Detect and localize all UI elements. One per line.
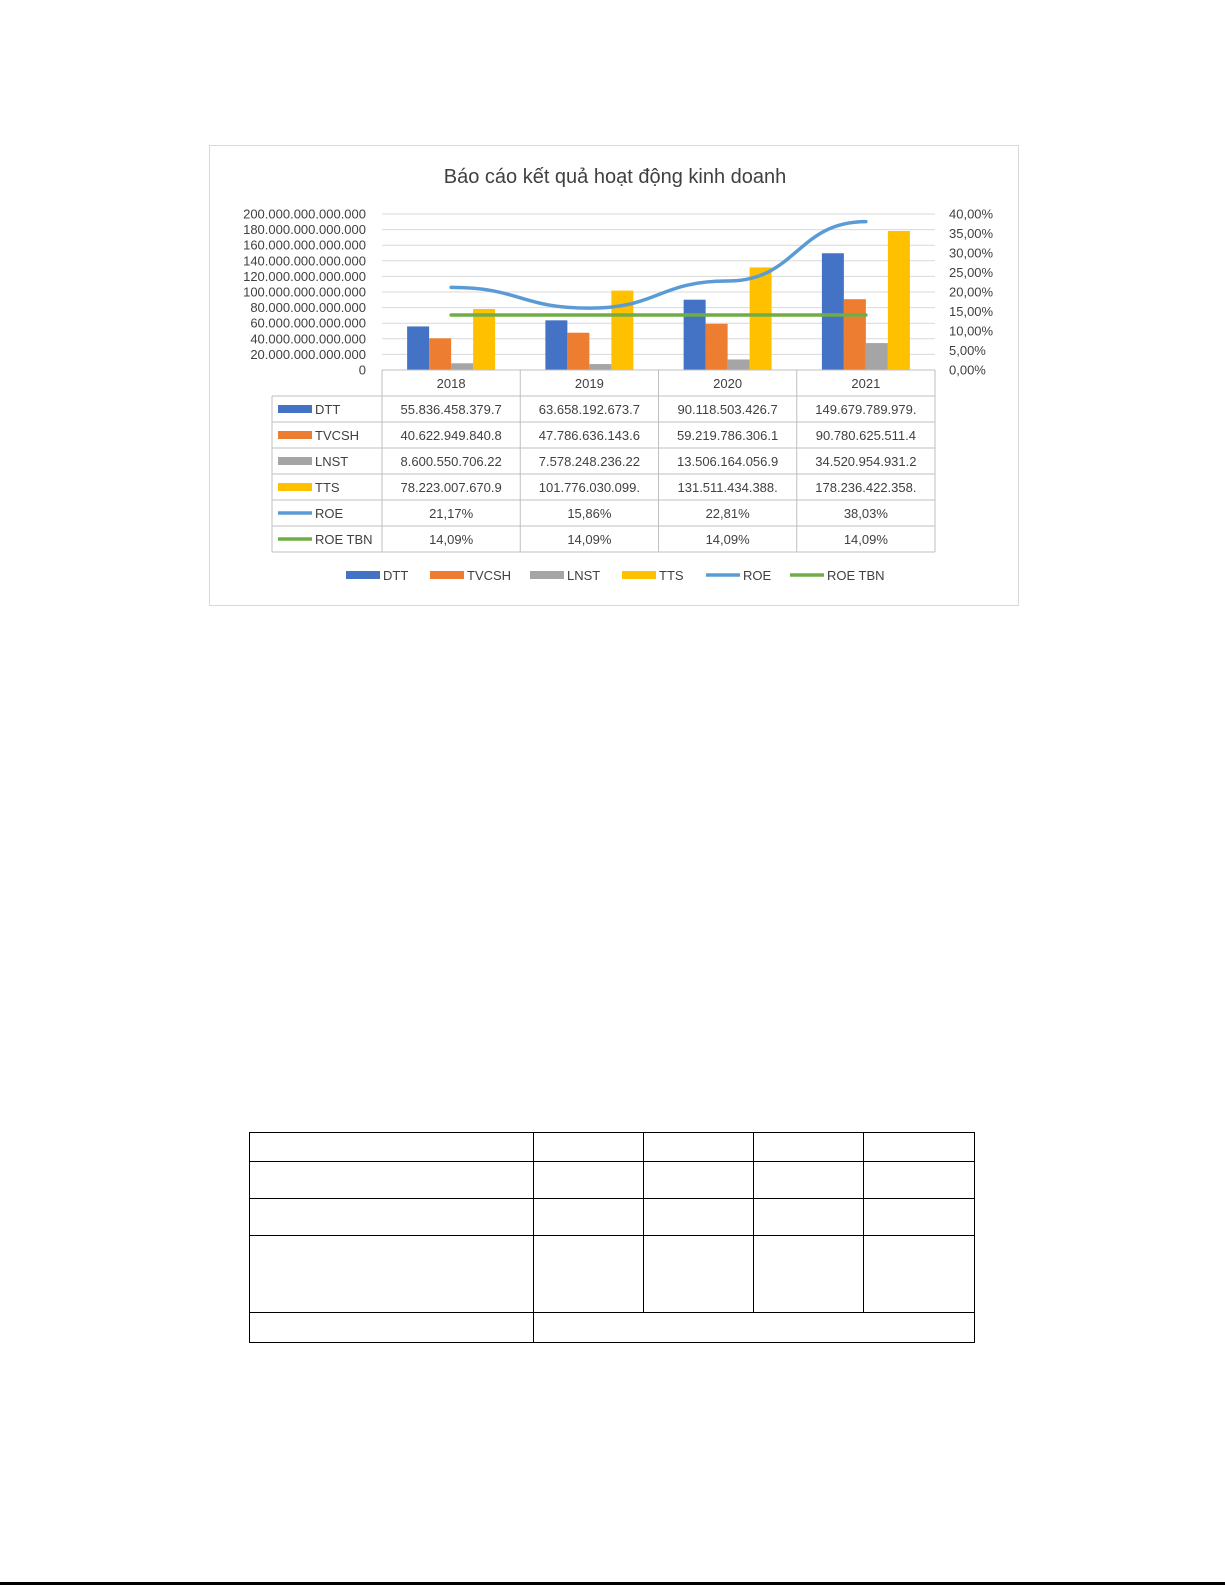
table-cell — [250, 1162, 534, 1199]
legend-label: LNST — [567, 568, 601, 583]
y-left-tick-label: 0 — [358, 362, 366, 378]
bar-tts — [750, 267, 772, 370]
table-cell — [754, 1236, 864, 1313]
y-right-tick-label: 30,00% — [949, 245, 994, 261]
data-label: 40.622.949.840.8 — [400, 428, 502, 443]
legend-key-tts — [622, 571, 656, 579]
table-cell — [864, 1133, 975, 1162]
data-label: 34.520.954.931.2 — [815, 454, 917, 469]
y-right-tick-label: 35,00% — [949, 226, 994, 241]
y-left-tick-label: 180.000.000.000.000 — [243, 222, 366, 238]
data-label: 90.118.503.426.7 — [677, 402, 778, 417]
bar-tvcsh — [844, 299, 866, 370]
y-right-tick-label: 25,00% — [949, 265, 994, 280]
data-label: 78.223.007.670.9 — [400, 480, 502, 495]
data-table-row-label: TTS — [315, 480, 340, 495]
table-cell — [250, 1313, 534, 1343]
y-left-tick-label: 20.000.000.000.000 — [250, 346, 366, 362]
table-cell — [864, 1236, 975, 1313]
y-left-tick-label: 160.000.000.000.000 — [243, 237, 366, 253]
y-right-tick-label: 0,00% — [949, 362, 986, 378]
data-table-row-label: ROE — [315, 506, 344, 521]
legend-key-dtt — [346, 571, 380, 579]
table-cell — [754, 1162, 864, 1199]
legend-key-lnst — [530, 571, 564, 579]
table-row — [250, 1236, 975, 1313]
bar-lnst — [728, 359, 750, 370]
legend-key-tts — [278, 483, 312, 491]
data-label: 14,09% — [705, 532, 750, 547]
legend-label: ROE TBN — [827, 568, 885, 583]
bar-lnst — [866, 343, 888, 370]
data-label: 59.219.786.306.1 — [677, 428, 779, 443]
data-table-row-label: LNST — [315, 454, 349, 469]
legend-label: DTT — [383, 568, 409, 583]
data-label: 101.776.030.099. — [538, 480, 640, 495]
y-right-tick-label: 5,00% — [949, 343, 986, 358]
table-cell — [250, 1236, 534, 1313]
y-left-tick-label: 120.000.000.000.000 — [243, 268, 366, 284]
data-label: 22,81% — [705, 506, 750, 521]
y-left-tick-label: 100.000.000.000.000 — [243, 284, 366, 300]
x-tick-label: 2021 — [851, 376, 881, 391]
data-label: 7.578.248.236.22 — [538, 454, 640, 469]
table-cell — [644, 1236, 754, 1313]
data-label: 14,09% — [567, 532, 612, 547]
table-row — [250, 1162, 975, 1199]
table-cell — [644, 1199, 754, 1236]
y-right-tick-label: 20,00% — [949, 284, 994, 300]
data-label: 38,03% — [843, 506, 888, 521]
legend-key-tvcsh — [430, 571, 464, 579]
table-row — [250, 1199, 975, 1236]
data-label: 63.658.192.673.7 — [538, 402, 640, 417]
x-tick-label: 2020 — [713, 376, 743, 391]
combo-chart — [210, 146, 1020, 607]
y-left-tick-label: 200.000.000.000.000 — [243, 206, 366, 222]
data-label: 131.511.434.388. — [677, 480, 778, 495]
bar-dtt — [822, 253, 844, 370]
data-table-row-label: TVCSH — [315, 428, 360, 443]
data-label: 8.600.550.706.22 — [400, 454, 502, 469]
data-label: 47.786.636.143.6 — [538, 428, 640, 443]
legend-key-dtt — [278, 405, 312, 413]
bar-dtt — [684, 300, 706, 370]
data-table-row-label: DTT — [315, 402, 341, 417]
y-left-tick-label: 60.000.000.000.000 — [250, 315, 366, 331]
table-cell — [250, 1199, 534, 1236]
data-label: 178.236.422.358. — [815, 480, 917, 495]
table-cell — [250, 1133, 534, 1162]
data-label: 14,09% — [429, 532, 474, 547]
table-cell — [644, 1162, 754, 1199]
bar-dtt — [545, 320, 567, 370]
y-right-tick-label: 10,00% — [949, 323, 994, 339]
empty-table — [249, 1132, 975, 1343]
data-label: 21,17% — [429, 506, 474, 521]
table-cell — [864, 1162, 975, 1199]
table-cell-merged — [534, 1313, 975, 1343]
data-label: 90.780.625.511.4 — [815, 428, 916, 443]
y-left-tick-label: 140.000.000.000.000 — [243, 253, 366, 269]
bar-tts — [473, 309, 495, 370]
table-row — [250, 1133, 975, 1162]
table-cell — [864, 1199, 975, 1236]
chart-title: Báo cáo kết quả hoạt động kinh doanh — [443, 166, 787, 188]
bar-dtt — [407, 326, 429, 370]
legend-label: ROE — [743, 568, 772, 583]
y-right-tick-label: 15,00% — [949, 304, 994, 319]
table-cell — [754, 1133, 864, 1162]
y-right-tick-label: 40,00% — [949, 206, 994, 222]
data-table-row-label: ROE TBN — [315, 532, 373, 547]
chart-container — [209, 145, 1019, 606]
x-tick-label: 2018 — [436, 376, 466, 391]
legend-label: TTS — [659, 568, 684, 583]
data-label: 13.506.164.056.9 — [677, 454, 779, 469]
bar-lnst — [451, 363, 473, 370]
table-cell — [534, 1199, 644, 1236]
bar-tts — [888, 231, 910, 370]
legend-key-lnst — [278, 457, 312, 465]
data-label: 15,86% — [567, 506, 612, 521]
table-cell — [534, 1162, 644, 1199]
data-label: 14,09% — [843, 532, 888, 547]
table-cell — [534, 1133, 644, 1162]
data-label: 149.679.789.979. — [815, 402, 917, 417]
bar-tvcsh — [706, 324, 728, 370]
bar-tvcsh — [429, 338, 451, 370]
table-cell — [644, 1133, 754, 1162]
y-left-tick-label: 80.000.000.000.000 — [250, 300, 366, 316]
bar-tvcsh — [567, 333, 589, 370]
table-cell — [754, 1199, 864, 1236]
data-label: 55.836.458.379.7 — [400, 402, 502, 417]
legend-key-tvcsh — [278, 431, 312, 439]
table-row — [250, 1313, 975, 1343]
table-cell — [534, 1236, 644, 1313]
y-left-tick-label: 40.000.000.000.000 — [250, 331, 366, 347]
x-tick-label: 2019 — [574, 376, 604, 391]
legend-label: TVCSH — [467, 568, 512, 583]
line-roe — [451, 222, 866, 308]
bar-lnst — [589, 364, 611, 370]
